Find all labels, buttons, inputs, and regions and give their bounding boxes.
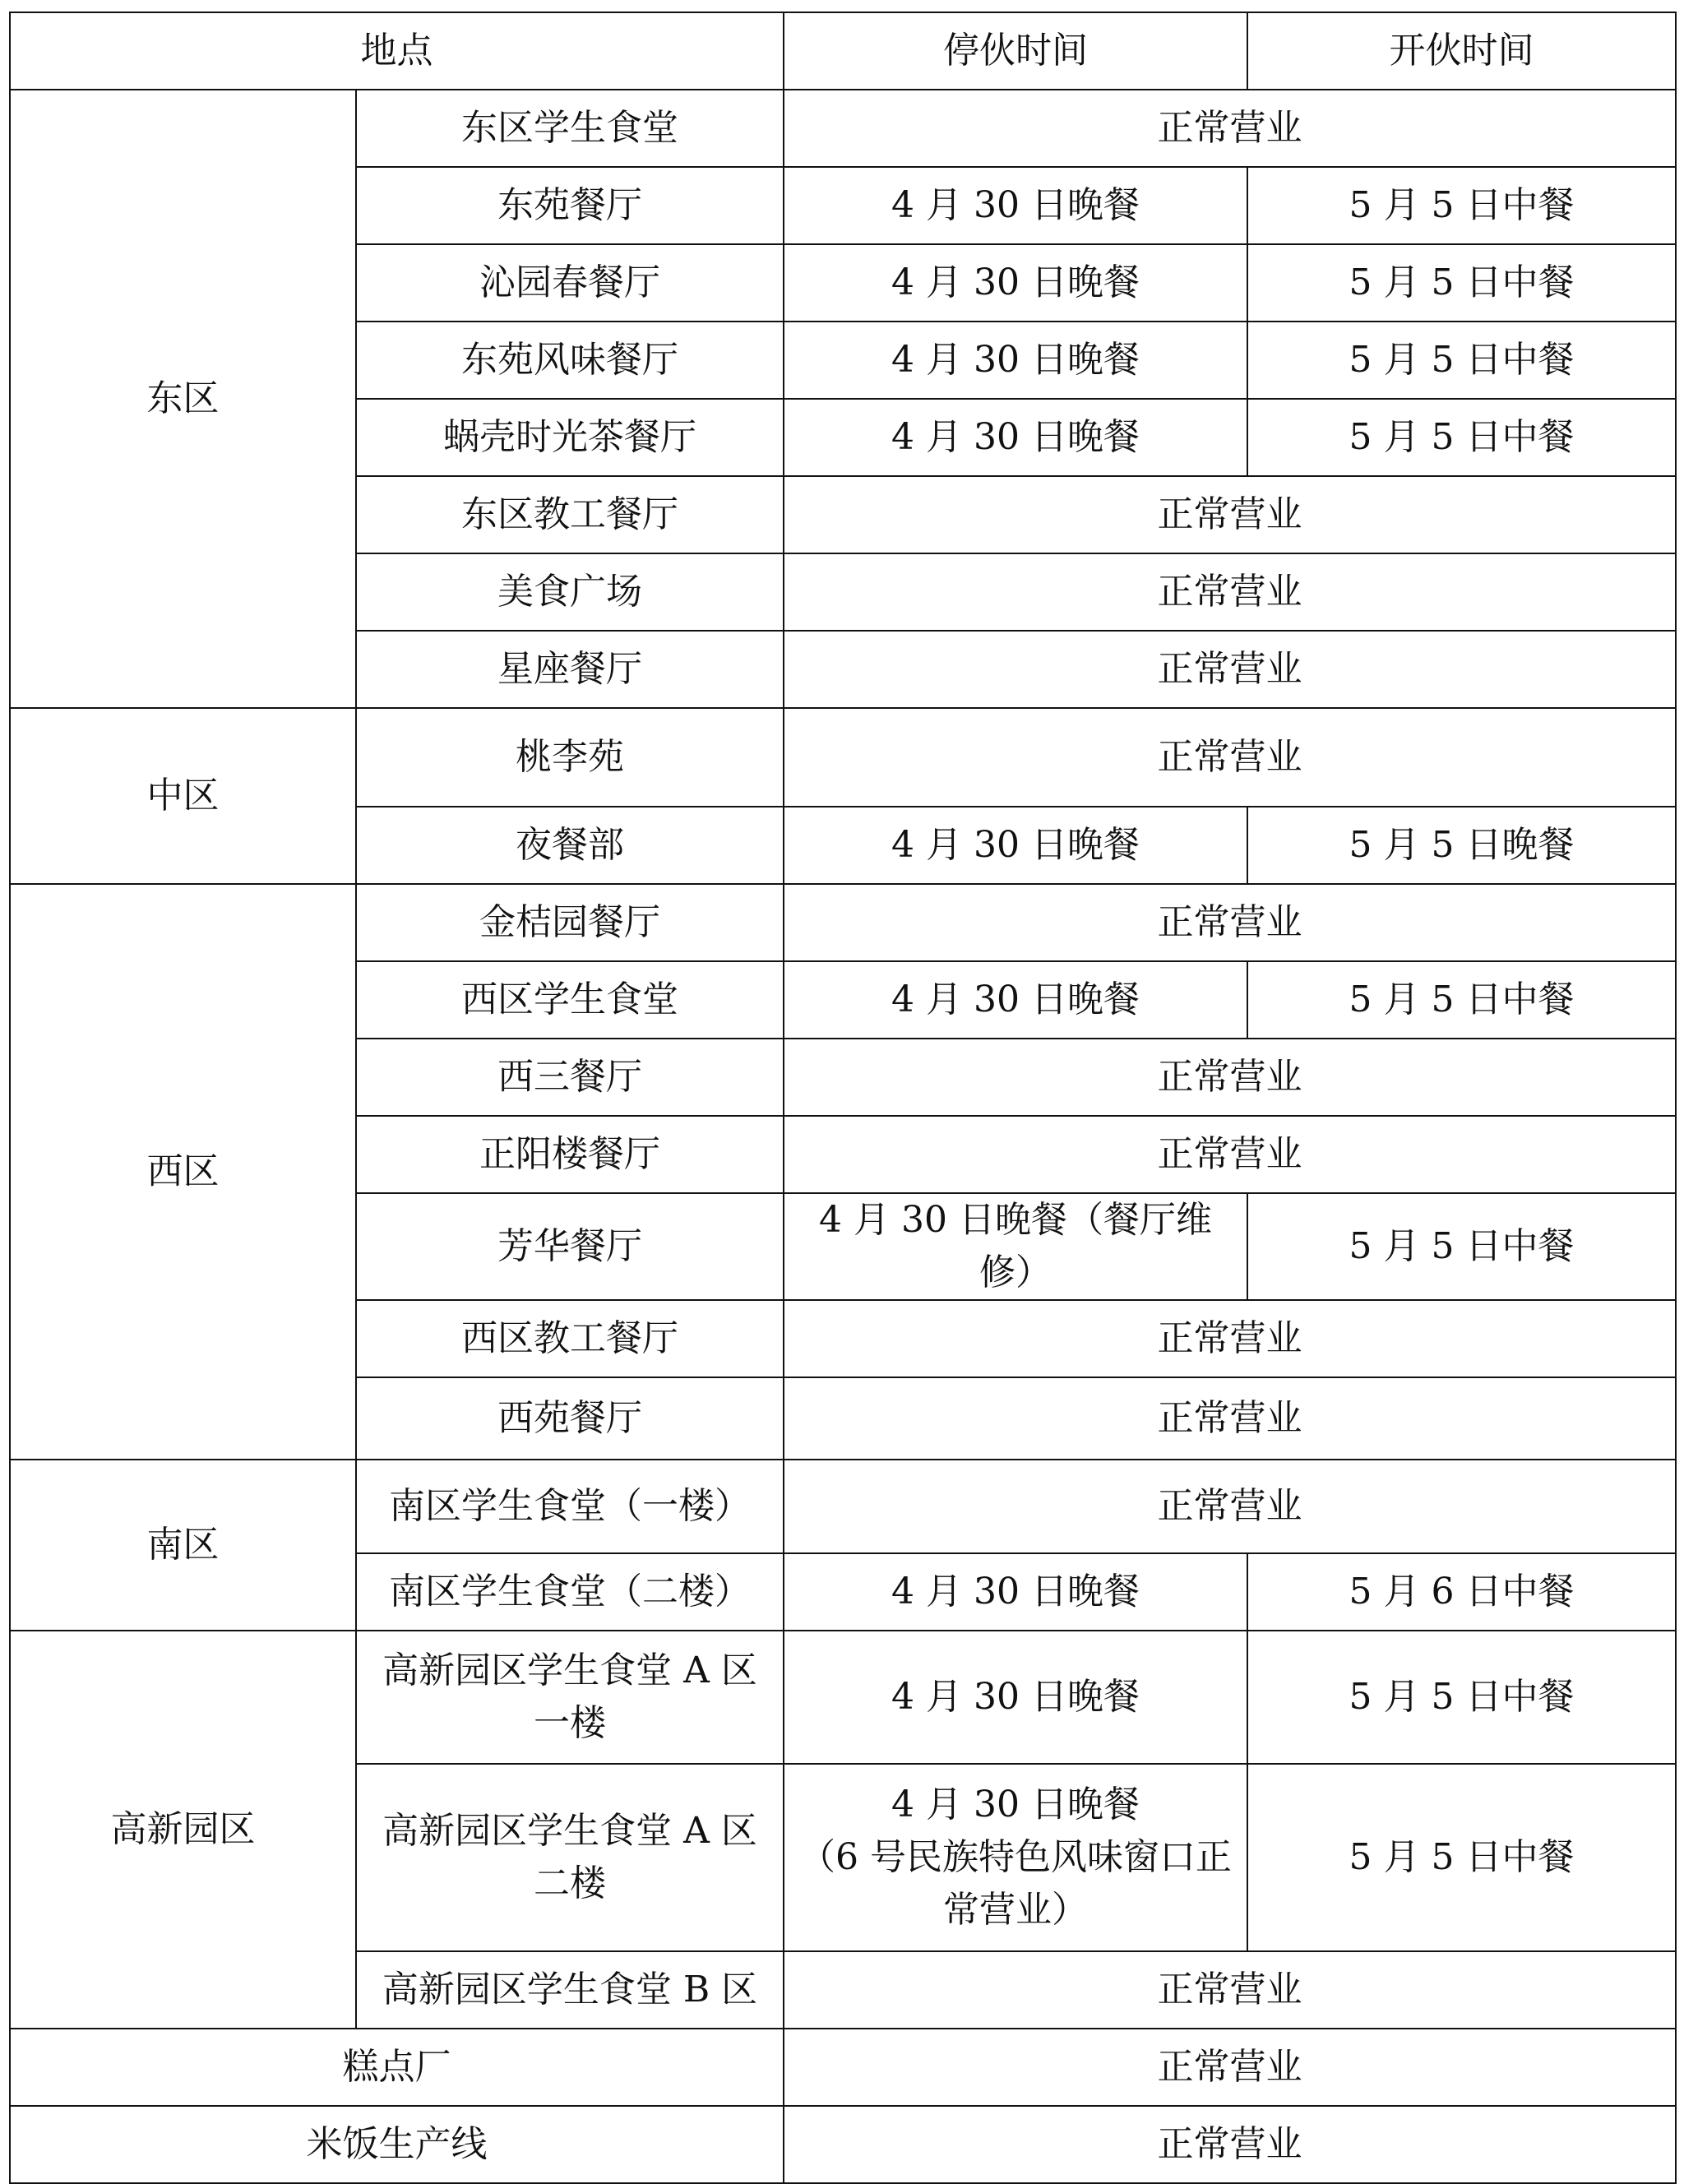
stop-time-cell: 4 月 30 日晚餐 (784, 961, 1247, 1039)
area-name: 东区 (10, 90, 356, 708)
table-row (10, 90, 1676, 167)
venue-name: 金桔园餐厅 (356, 884, 784, 961)
venue-name: 高新园区学生食堂 B 区 (356, 1951, 784, 2029)
stop-time-cell: 4 月 30 日晚餐 (784, 807, 1247, 884)
area-name: 西区 (10, 884, 356, 1460)
venue-name: 西三餐厅 (356, 1039, 784, 1116)
status-cell: 正常营业 (784, 476, 1676, 553)
venue-name: 南区学生食堂（一楼） (356, 1460, 784, 1553)
table-row (10, 2029, 1676, 2106)
header-location: 地点 (10, 12, 784, 90)
canteen-schedule-table (9, 12, 1677, 2184)
status-cell: 正常营业 (784, 553, 1676, 631)
open-time-cell: 5 月 5 日中餐 (1247, 1631, 1676, 1764)
status-cell: 正常营业 (784, 1951, 1676, 2029)
venue-name: 蜗壳时光茶餐厅 (356, 399, 784, 476)
status-cell: 正常营业 (784, 2106, 1676, 2183)
venue-name: 芳华餐厅 (356, 1193, 784, 1300)
open-time-cell: 5 月 5 日中餐 (1247, 244, 1676, 322)
area-name: 中区 (10, 708, 356, 884)
header-stop-time: 停伙时间 (784, 12, 1247, 90)
venue-name: 东苑风味餐厅 (356, 322, 784, 399)
status-cell: 正常营业 (784, 708, 1676, 807)
status-cell: 正常营业 (784, 1377, 1676, 1460)
table-row (10, 2106, 1676, 2183)
stop-time-cell: 4 月 30 日晚餐 (784, 167, 1247, 244)
venue-name: 正阳楼餐厅 (356, 1116, 784, 1193)
venue-name: 星座餐厅 (356, 631, 784, 708)
stop-time-cell: 4 月 30 日晚餐（餐厅维修） (784, 1193, 1247, 1300)
venue-name: 糕点厂 (10, 2029, 784, 2106)
stop-time-cell: 4 月 30 日晚餐 (784, 244, 1247, 322)
status-cell: 正常营业 (784, 1460, 1676, 1553)
table-row (10, 708, 1676, 807)
venue-name: 西苑餐厅 (356, 1377, 784, 1460)
open-time-cell: 5 月 5 日中餐 (1247, 1764, 1676, 1951)
header-open-time: 开伙时间 (1247, 12, 1676, 90)
open-time-cell: 5 月 5 日晚餐 (1247, 807, 1676, 884)
venue-name: 桃李苑 (356, 708, 784, 807)
venue-name: 高新园区学生食堂 A 区 二楼 (356, 1764, 784, 1951)
open-time-cell: 5 月 6 日中餐 (1247, 1553, 1676, 1631)
venue-name: 西区学生食堂 (356, 961, 784, 1039)
status-cell: 正常营业 (784, 1300, 1676, 1377)
status-cell: 正常营业 (784, 1039, 1676, 1116)
venue-name: 南区学生食堂（二楼） (356, 1553, 784, 1631)
stop-time-cell: 4 月 30 日晚餐 (784, 1631, 1247, 1764)
stop-time-cell: 4 月 30 日晚餐 (784, 399, 1247, 476)
venue-name: 东区教工餐厅 (356, 476, 784, 553)
table-row (10, 884, 1676, 961)
venue-name: 西区教工餐厅 (356, 1300, 784, 1377)
status-cell: 正常营业 (784, 631, 1676, 708)
venue-name: 沁园春餐厅 (356, 244, 784, 322)
stop-time-cell: 4 月 30 日晚餐 （6 号民族特色风味窗口正 常营业） (784, 1764, 1247, 1951)
header-row (10, 12, 1676, 90)
open-time-cell: 5 月 5 日中餐 (1247, 167, 1676, 244)
open-time-cell: 5 月 5 日中餐 (1247, 961, 1676, 1039)
venue-name: 米饭生产线 (10, 2106, 784, 2183)
open-time-cell: 5 月 5 日中餐 (1247, 322, 1676, 399)
table-row (10, 1460, 1676, 1553)
stop-time-cell: 4 月 30 日晚餐 (784, 1553, 1247, 1631)
status-cell: 正常营业 (784, 90, 1676, 167)
venue-name: 美食广场 (356, 553, 784, 631)
status-cell: 正常营业 (784, 2029, 1676, 2106)
status-cell: 正常营业 (784, 1116, 1676, 1193)
open-time-cell: 5 月 5 日中餐 (1247, 399, 1676, 476)
area-name: 南区 (10, 1460, 356, 1631)
stop-time-cell: 4 月 30 日晚餐 (784, 322, 1247, 399)
venue-name: 东苑餐厅 (356, 167, 784, 244)
venue-name: 高新园区学生食堂 A 区 一楼 (356, 1631, 784, 1764)
venue-name: 夜餐部 (356, 807, 784, 884)
open-time-cell: 5 月 5 日中餐 (1247, 1193, 1676, 1300)
status-cell: 正常营业 (784, 884, 1676, 961)
area-name: 高新园区 (10, 1631, 356, 2029)
venue-name: 东区学生食堂 (356, 90, 784, 167)
table-row (10, 1631, 1676, 1764)
